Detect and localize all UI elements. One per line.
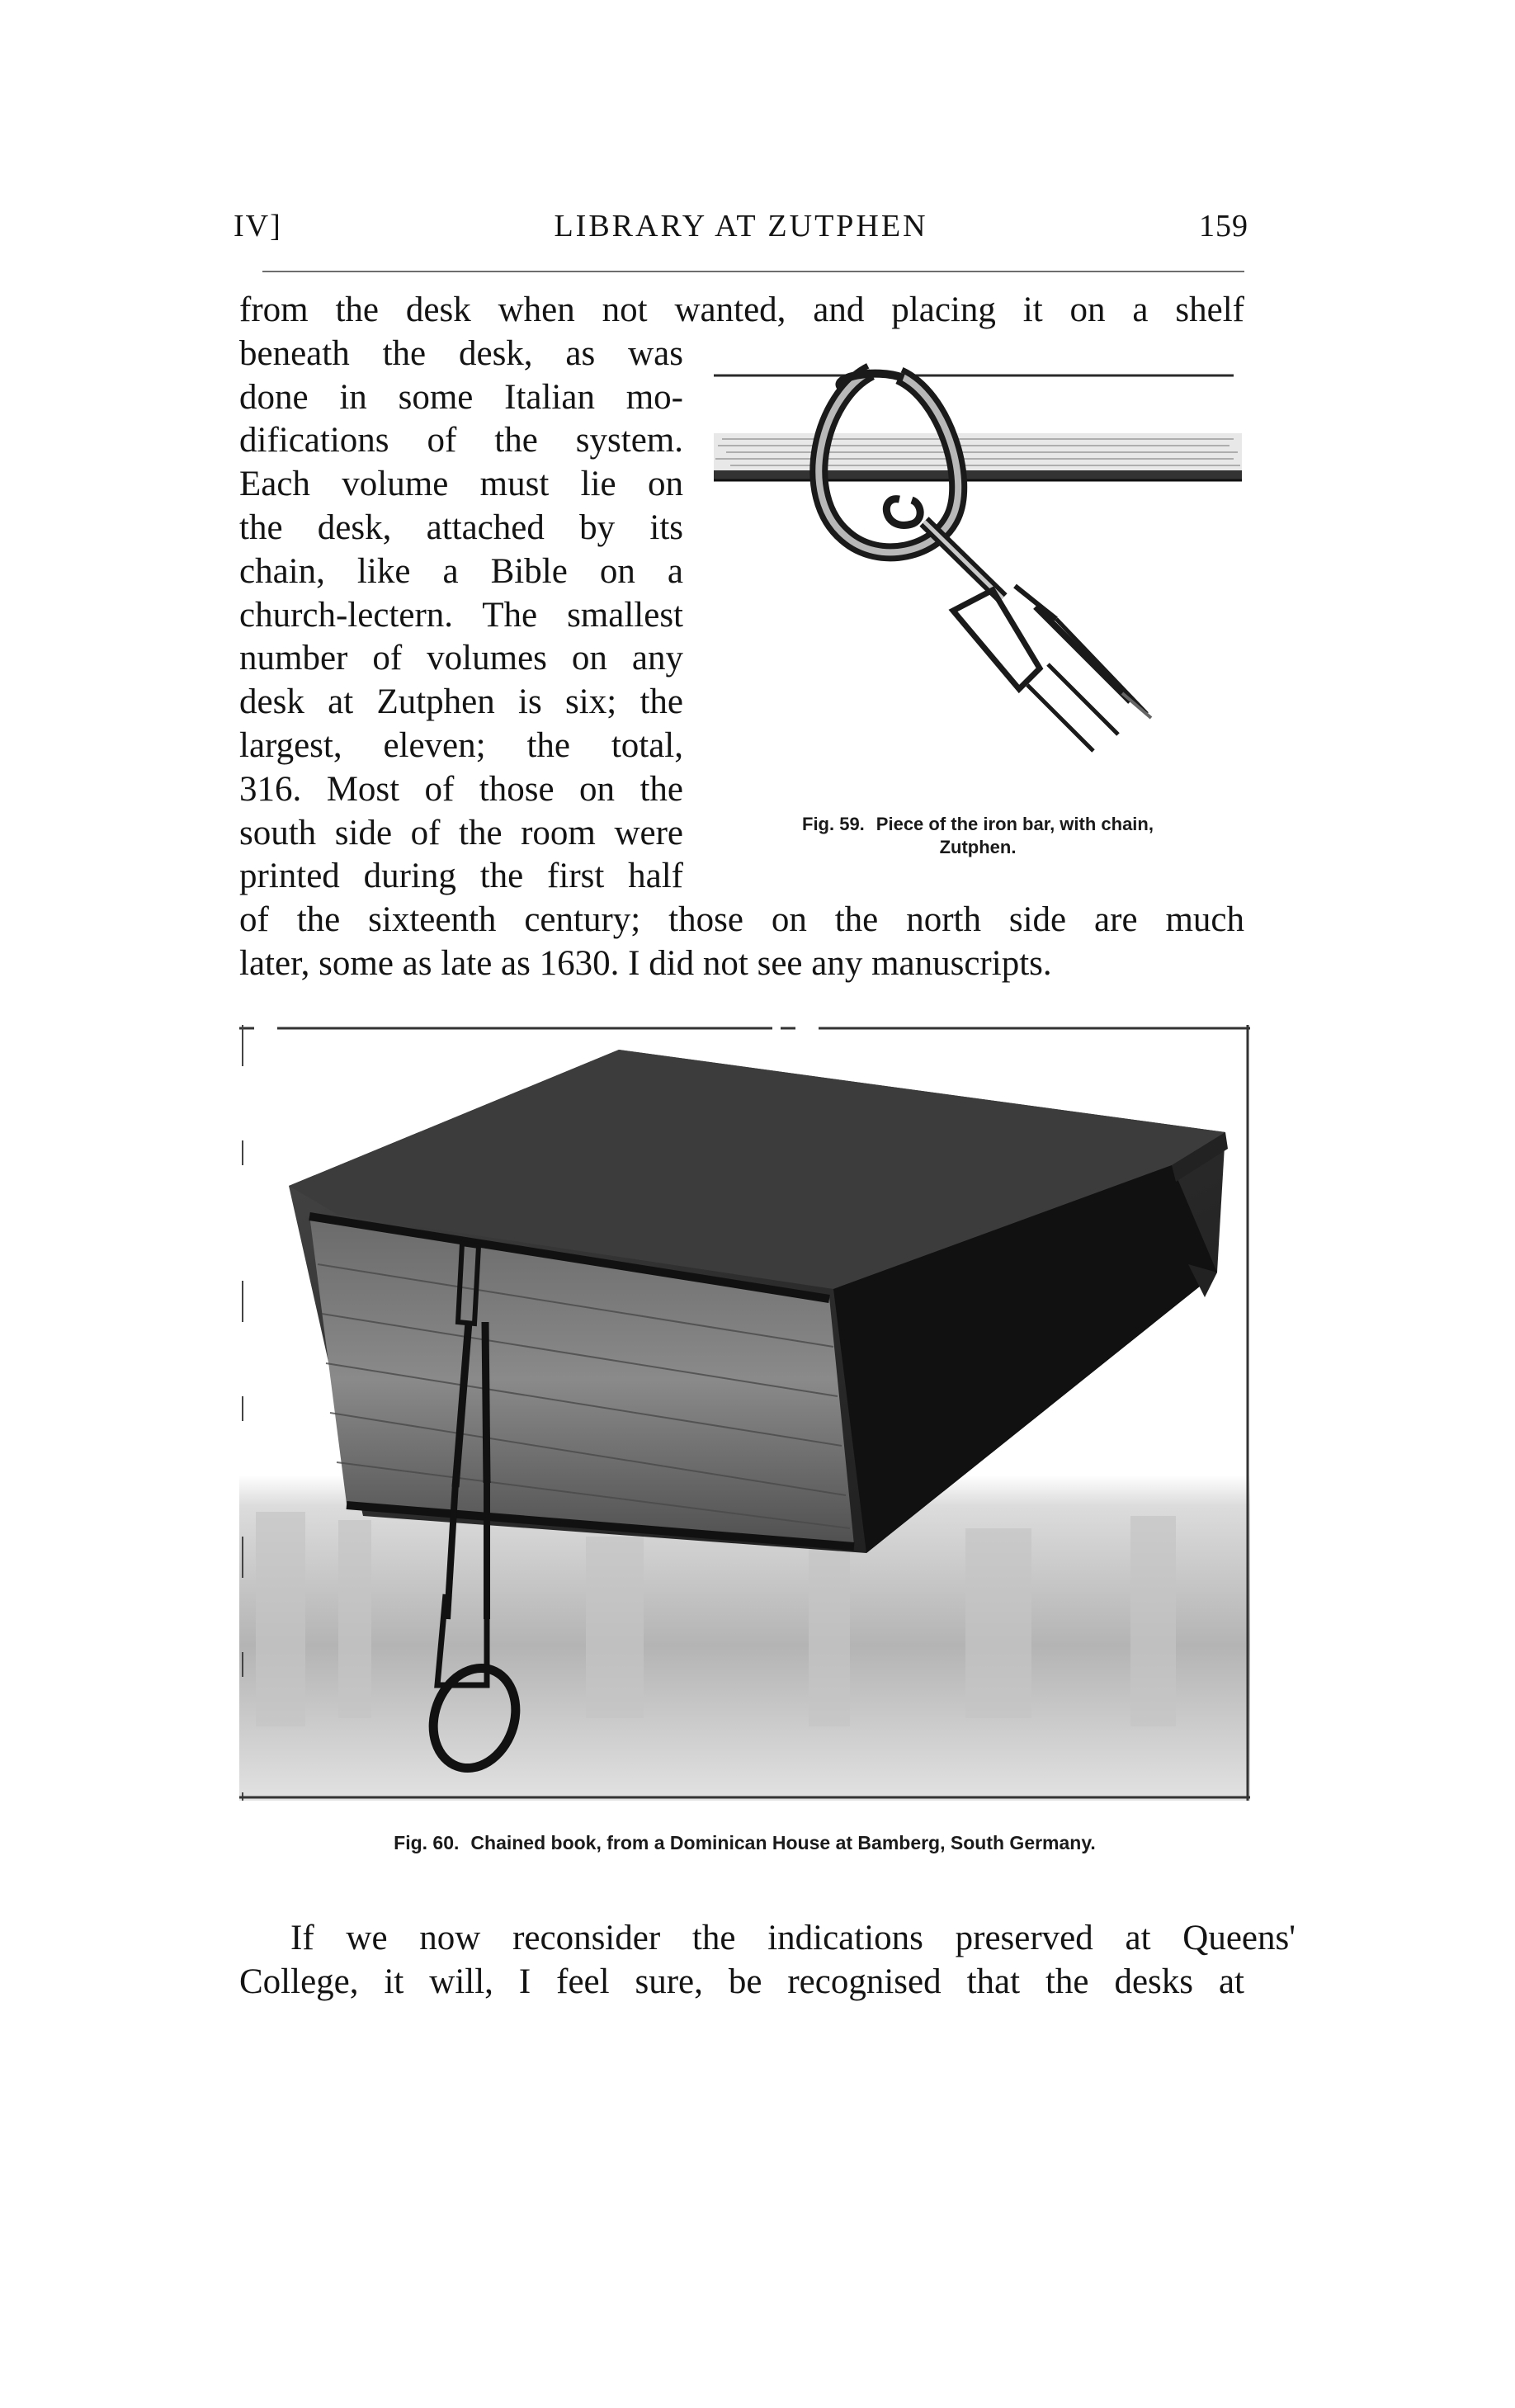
figure-59-iron-bar-illustration: [706, 338, 1250, 809]
caption-text: Chained book, from a Dominican House at Bamberg, South Germany.: [470, 1832, 1096, 1853]
text-line: of the sixteenth century; those on the north side are much: [239, 900, 1244, 940]
figure-59-caption: [706, 813, 1250, 859]
text-line: Each volume must lie on: [239, 465, 683, 504]
text-line: the desk, attached by its: [239, 508, 683, 547]
text-line: largest, eleven; the total,: [239, 725, 683, 765]
text-line: beneath the desk, as was: [239, 333, 683, 373]
text-line: desk at Zutphen is six; the: [239, 682, 683, 722]
figure-label: Fig. 59.: [802, 814, 865, 834]
text-line: 316. Most of those on the: [239, 769, 683, 809]
text-line: done in some Italian mo-: [239, 377, 683, 417]
text-line: south side of the room were: [239, 813, 683, 852]
chapter-number: IV]: [234, 209, 282, 243]
caption-text: Zutphen.: [939, 837, 1017, 857]
running-header: [234, 208, 1248, 248]
caption-text: Piece of the iron bar, with chain,: [875, 814, 1154, 834]
text-line: later, some as late as 1630. I did not see any manuscripts.: [239, 943, 1052, 983]
text-line: difications of the system.: [239, 421, 683, 460]
running-title: LIBRARY AT ZUTPHEN: [554, 209, 928, 243]
paragraph-2: [239, 1916, 1296, 2004]
figure-60-chained-book-photo: [239, 1025, 1250, 1801]
text-line: printed during the first half: [239, 857, 683, 896]
page-number: 159: [1199, 209, 1248, 243]
text-line: chain, like a Bible on a: [239, 551, 683, 591]
figure-60-caption: [239, 1832, 1250, 1854]
text-line: from the desk when not wanted, and placing it on a shelf: [239, 290, 1244, 329]
text-line: number of volumes on any: [239, 639, 683, 678]
header-rule: [262, 271, 1244, 272]
text-line: church-lectern. The smallest: [239, 595, 683, 635]
text-line: If we now reconsider the indications preserved at Queens': [290, 1919, 1296, 1957]
figure-label: Fig. 60.: [394, 1832, 460, 1853]
text-line: College, it will, I feel sure, be recognised that the desks at: [239, 1962, 1244, 2001]
